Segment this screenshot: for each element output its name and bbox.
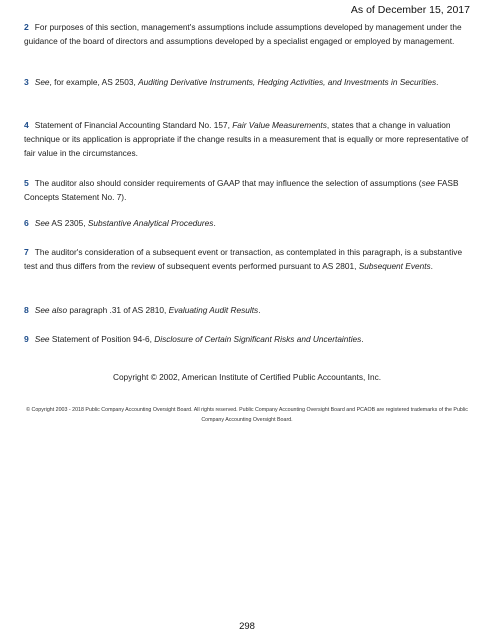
text-run: The auditor's consideration of a subsequent event or transaction, as contemplated in this paragraph, is a substantive test and thus differs from the review of subsequent events performed pursuant to AS 2801, xyxy=(24,247,463,271)
footnote-3 xyxy=(24,75,476,89)
italic-run: Subsequent Events xyxy=(358,261,431,271)
footnote-text xyxy=(24,22,462,46)
text-run: For purposes of this section, management's assumptions include assumptions developed by management under the guidance of the board of directors and assumptions developed by a specialist engaged or employed by management. xyxy=(24,22,462,46)
footnote-number: 9 xyxy=(24,334,29,344)
text-run: paragraph .31 of AS 2810, xyxy=(67,305,169,315)
footnote-number: 4 xyxy=(24,120,29,130)
footnote-number: 5 xyxy=(24,178,29,188)
footnote-8 xyxy=(24,303,476,317)
text-run: . xyxy=(436,77,439,87)
aicpa-copyright: Copyright © 2002, American Institute of Certified Public Accountants, Inc. xyxy=(112,372,382,382)
pcaob-copyright: © Copyright 2003 - 2018 Public Company Accounting Oversight Board. All rights reserved. Public Company Accounting Oversight Board and PCAOB are registered trademarks of the Public Company Accounting Oversight Board. xyxy=(26,407,468,423)
footnote-5 xyxy=(24,176,476,204)
italic-run: Evaluating Audit Results xyxy=(168,305,259,315)
footnote-4 xyxy=(24,118,476,160)
footnote-text xyxy=(35,305,261,315)
italic-run: see xyxy=(421,178,435,188)
italic-run: See xyxy=(34,334,50,344)
italic-run: Fair Value Measurements xyxy=(232,120,327,130)
text-run: AS 2305, xyxy=(49,218,88,228)
text-run: Statement of Financial Accounting Standard No. 157, xyxy=(34,120,233,130)
page-number: 298 xyxy=(239,621,255,632)
footnote-9 xyxy=(24,332,476,346)
text-run: . xyxy=(213,218,216,228)
footnote-7 xyxy=(24,245,476,273)
italic-run: Substantive Analytical Procedures xyxy=(87,218,214,228)
italic-run: Auditing Derivative Instruments, Hedging Activities, and Investments in Securities xyxy=(138,77,437,87)
footnote-text xyxy=(24,120,468,158)
footnote-2 xyxy=(24,20,476,48)
footnote-text xyxy=(35,334,364,344)
footnote-text xyxy=(35,77,439,87)
footnote-number: 8 xyxy=(24,305,29,315)
footnote-text xyxy=(24,247,462,271)
footnote-number: 6 xyxy=(24,218,29,228)
italic-run: See also xyxy=(34,305,68,315)
italic-run: Disclosure of Certain Significant Risks and Uncertainties xyxy=(154,334,362,344)
as-of-date: As of December 15, 2017 xyxy=(350,4,470,16)
text-run: FASB Concepts Statement No. 7). xyxy=(24,178,459,202)
text-run: , states that a change in valuation technique or its application is appropriate if the change results in a measurement that is equally or more representative of fair value in the circumstances. xyxy=(24,120,469,158)
text-run: . xyxy=(361,334,364,344)
footnote-number: 2 xyxy=(24,22,29,32)
italic-run: See xyxy=(34,77,50,87)
text-run: . xyxy=(258,305,261,315)
footnote-6 xyxy=(24,216,476,230)
text-run: . xyxy=(430,261,433,271)
text-run: Statement of Position 94-6, xyxy=(49,334,155,344)
footnote-text xyxy=(35,218,216,228)
footnote-number: 7 xyxy=(24,247,29,257)
text-run: The auditor also should consider requirements of GAAP that may influence the selection of assumptions ( xyxy=(34,178,422,188)
italic-run: See xyxy=(34,218,50,228)
footnote-number: 3 xyxy=(24,77,29,87)
footnote-text xyxy=(24,178,459,202)
text-run: , for example, AS 2503, xyxy=(49,77,139,87)
